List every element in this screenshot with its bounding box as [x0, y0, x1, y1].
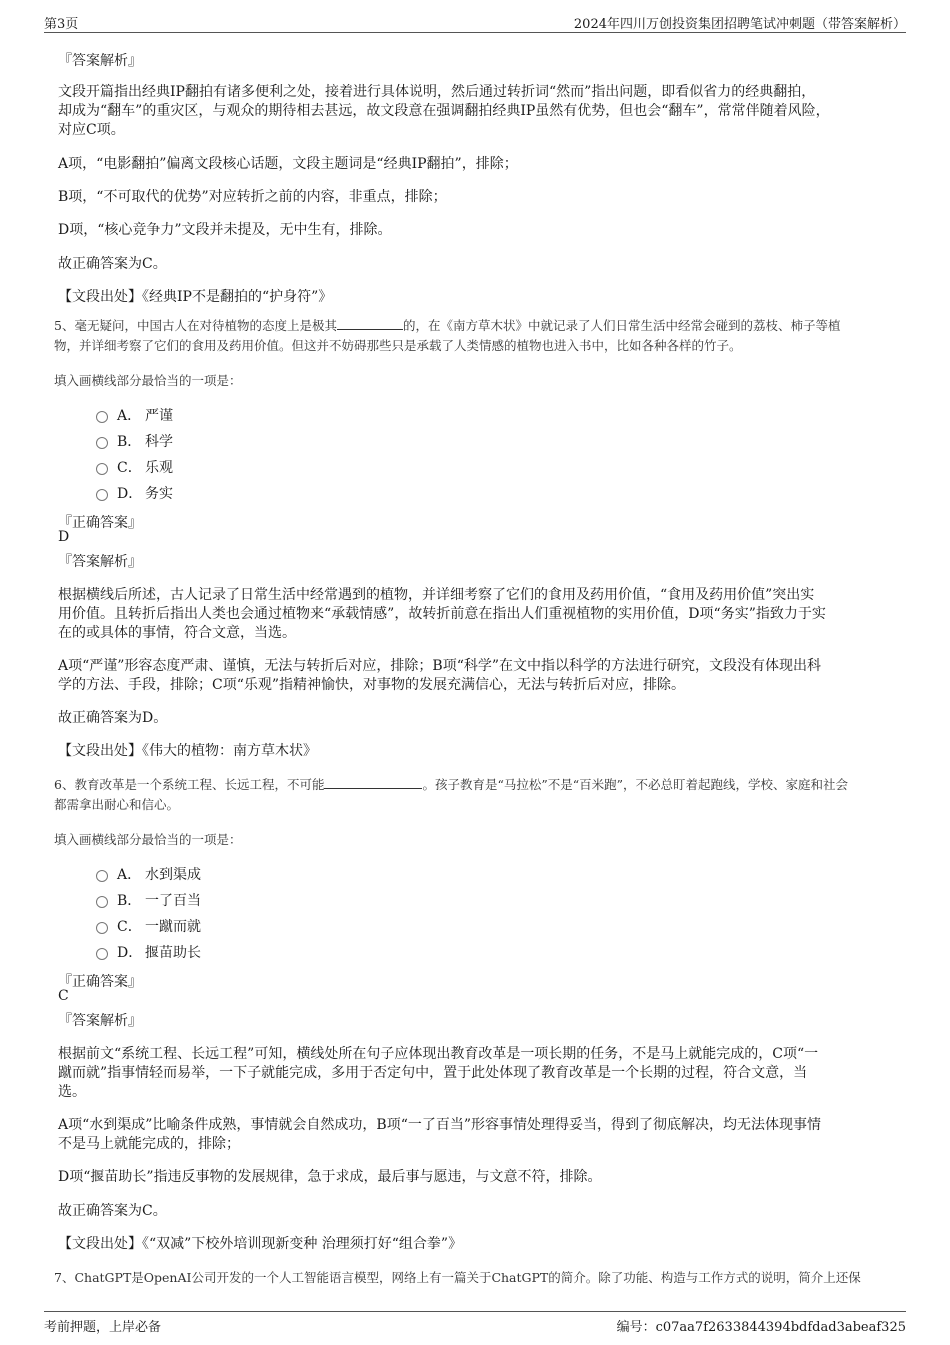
fill-blank: [324, 776, 422, 789]
source-citation: 【文段出处】《“双减”下校外培训现新变种 治理须打好“组合拳”》: [58, 1236, 463, 1252]
source-citation: 【文段出处】《伟大的植物：南方草木状》: [58, 743, 317, 759]
radio-icon[interactable]: [96, 437, 108, 449]
radio-icon[interactable]: [96, 411, 108, 423]
analysis-line: 学的方法、手段，排除；C项“乐观”指精神愉快，对事物的发展充满信心，无法与转折后对应，排除。: [58, 677, 686, 693]
document-id: 编号：c07aa7f2633844394bdfdad3abeaf325: [616, 1320, 906, 1335]
question-5-line: 物，并详细考察了它们的食用及药用价值。但这并不妨碍那些只是承载了人类情感的植物也进入书中，比如各种各样的竹子。: [54, 338, 742, 353]
analysis-line: B项，“不可取代的优势”对应转折之前的内容，非重点，排除；: [58, 189, 447, 205]
page-header: [44, 10, 906, 33]
option-d[interactable]: D． 揠苗助长: [96, 942, 201, 962]
option-b[interactable]: B． 一了百当: [96, 890, 201, 910]
analysis-line: 用价值。且转折后指出人类也会通过植物来“承载情感”，故转折前意在指出人们重视植物的实用价值，D项“务实”指致力于实: [58, 606, 826, 622]
option-c[interactable]: C． 乐观: [96, 457, 173, 477]
analysis-line: A项，“电影翻拍”偏离文段核心话题，文段主题词是“经典IP翻拍”，排除；: [58, 156, 518, 172]
analysis-line: A项“水到渠成”比喻条件成熟，事情就会自然成功，B项“一了百当”形容事情处理得妥当，得到了彻底解决，均无法体现事情: [58, 1117, 822, 1133]
analysis-line: 蹴而就”指事情轻而易举，一下子就能完成，多用于否定句中，置于此处体现了教育改革是一个长期的过程，符合文意，当: [58, 1065, 808, 1081]
radio-icon[interactable]: [96, 870, 108, 882]
question-5-line: 5、毫无疑问，中国古人在对待植物的态度上是极其 的，在《南方草木状》中就记录了人们日常生活中经常会碰到的荔枝、柿子等植: [54, 318, 841, 333]
radio-icon[interactable]: [96, 922, 108, 934]
option-b[interactable]: B． 科学: [96, 431, 173, 451]
analysis-title: 『答案解析』: [58, 53, 142, 69]
question-6-line: 都需拿出耐心和信心。: [54, 797, 180, 812]
question-6-line: 6、教育改革是一个系统工程、长远工程，不可能 。孩子教育是“马拉松”不是“百米跑”，不必总盯着起跑线，学校、家庭和社会: [54, 777, 849, 792]
radio-icon[interactable]: [96, 896, 108, 908]
source-citation: 【文段出处】《经典IP不是翻拍的“护身符”》: [58, 289, 333, 305]
correct-answer: C: [58, 988, 69, 1004]
page-footer: [44, 1311, 906, 1338]
question-7-line: 7、ChatGPT是OpenAI公司开发的一个人工智能语言模型，网络上有一篇关于ChatGPT的简介。除了功能、构造与工作方式的说明，简介上还保: [54, 1270, 861, 1285]
conclusion: 故正确答案为C。: [58, 1203, 167, 1219]
analysis-line: 在的或具体的事情，符合文意，当选。: [58, 625, 296, 641]
conclusion: 故正确答案为C。: [58, 256, 167, 272]
option-a[interactable]: A． 严谨: [96, 405, 173, 425]
option-a[interactable]: A． 水到渠成: [96, 864, 201, 884]
analysis-line: 对应C项。: [58, 122, 125, 138]
radio-icon[interactable]: [96, 948, 108, 960]
fill-blank: [337, 317, 403, 330]
analysis-line: 选。: [58, 1084, 86, 1100]
question-prompt: 填入画横线部分最恰当的一项是：: [54, 373, 242, 388]
analysis-title: 『答案解析』: [58, 1013, 142, 1029]
option-c[interactable]: C． 一蹴而就: [96, 916, 201, 936]
analysis-line: 文段开篇指出经典IP翻拍有诸多便利之处，接着进行具体说明，然后通过转折词“然而”指出问题，即看似省力的经典翻拍，: [58, 84, 816, 100]
answer-title: 『正确答案』: [58, 515, 142, 531]
analysis-title: 『答案解析』: [58, 554, 142, 570]
footer-slogan: 考前押题，上岸必备: [44, 1320, 162, 1335]
analysis-line: 根据前文“系统工程、长远工程”可知，横线处所在句子应体现出教育改革是一项长期的任务，不是马上就能完成的，C项“一: [58, 1046, 819, 1062]
analysis-line: 不是马上就能完成的，排除；: [58, 1136, 240, 1152]
option-d[interactable]: D． 务实: [96, 483, 173, 503]
analysis-line: A项“严谨”形容态度严肃、谨慎，无法与转折后对应，排除；B项“科学”在文中指以科学的方法进行研究，文段没有体现出科: [58, 658, 822, 674]
analysis-line: 却成为“翻车”的重灾区，与观众的期待相去甚远，故文段意在强调翻拍经典IP虽然有优势，但也会“翻车”，常常伴随着风险，: [58, 103, 830, 119]
answer-title: 『正确答案』: [58, 974, 142, 990]
analysis-line: D项，“核心竞争力”文段并未提及，无中生有，排除。: [58, 222, 392, 238]
page-number: 第3页: [44, 17, 79, 32]
document-title: 2024年四川万创投资集团招聘笔试冲刺题（带答案解析）: [573, 17, 906, 32]
radio-icon[interactable]: [96, 489, 108, 501]
radio-icon[interactable]: [96, 463, 108, 475]
conclusion: 故正确答案为D。: [58, 710, 168, 726]
analysis-line: D项“揠苗助长”指违反事物的发展规律，急于求成，最后事与愿违，与文意不符，排除。: [58, 1169, 602, 1185]
analysis-line: 根据横线后所述，古人记录了日常生活中经常遇到的植物，并详细考察了它们的食用及药用价值，“食用及药用价值”突出实: [58, 587, 815, 603]
correct-answer: D: [58, 529, 70, 545]
question-prompt: 填入画横线部分最恰当的一项是：: [54, 832, 242, 847]
